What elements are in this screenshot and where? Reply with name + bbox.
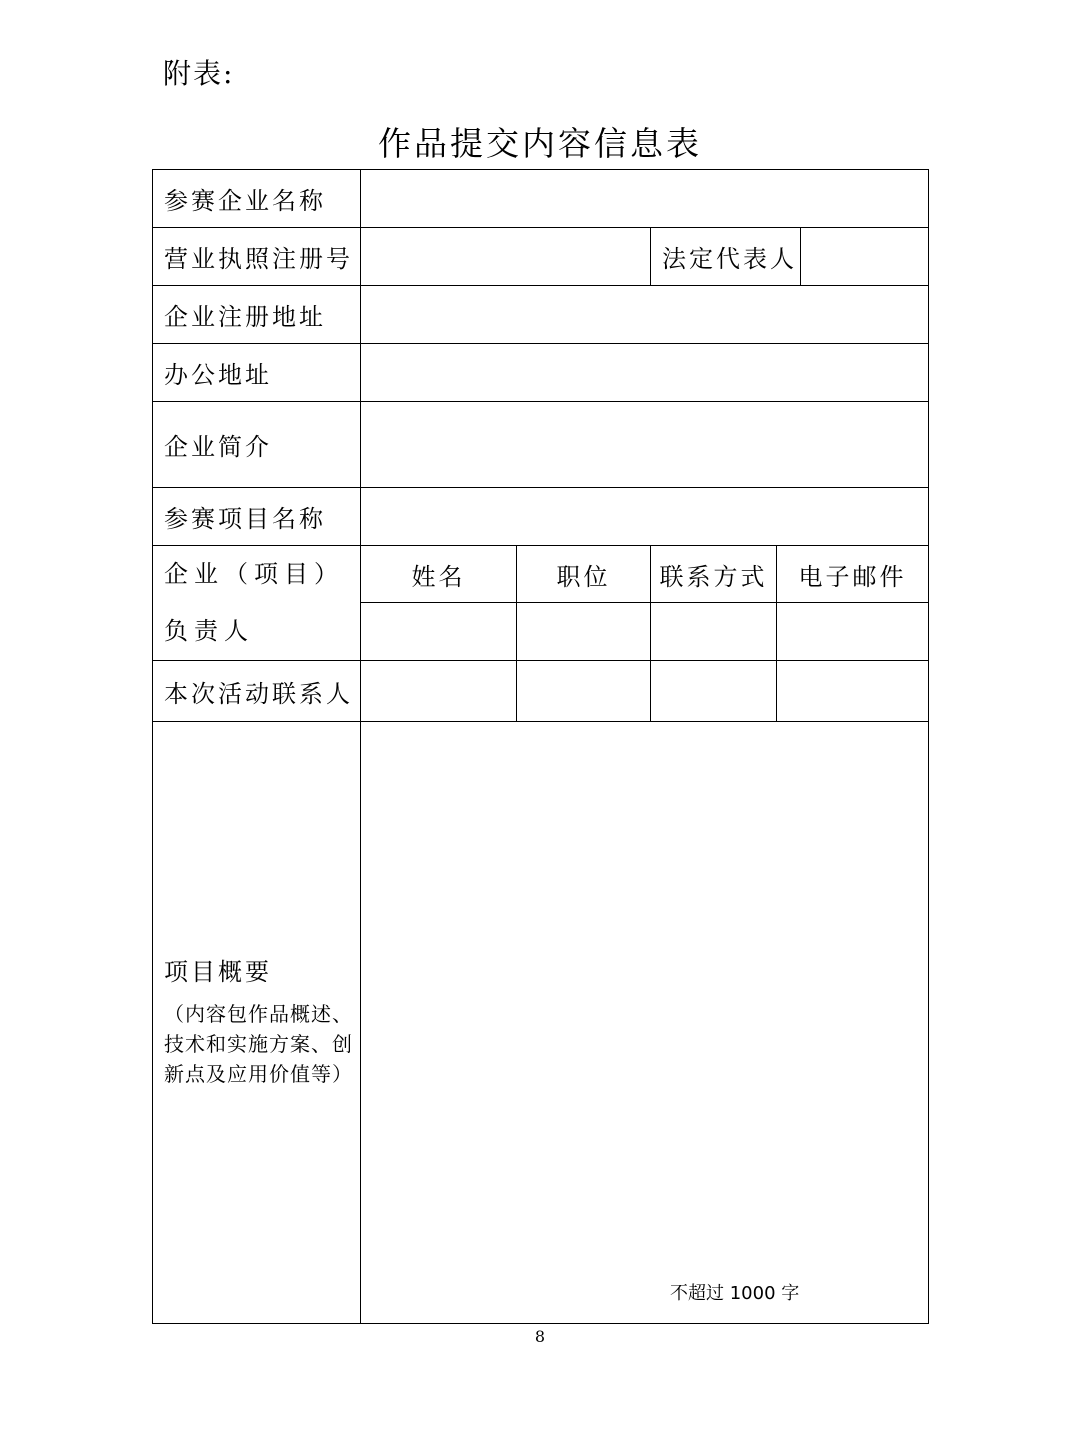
- event-contact-phone-field[interactable]: [651, 661, 777, 722]
- event-contact-name-field[interactable]: [361, 661, 517, 722]
- reg-address-field[interactable]: [361, 286, 929, 344]
- license-no-field[interactable]: [361, 228, 651, 286]
- summary-note: （内容包作品概述、技术和实施方案、创新点及应用价值等）: [164, 1001, 353, 1086]
- row-license: [153, 228, 929, 286]
- legal-rep-label: 法定代表人: [651, 228, 801, 286]
- appendix-label: 附表:: [163, 57, 235, 90]
- company-name-field[interactable]: [361, 170, 929, 228]
- company-name-label: 参赛企业名称: [153, 170, 361, 228]
- word-limit-note: 不超过 1000 字: [670, 1283, 800, 1304]
- column-header-name: 姓名: [361, 546, 517, 603]
- responsible-name-field[interactable]: [361, 603, 517, 661]
- info-form-table: [152, 169, 929, 1324]
- company-intro-field[interactable]: [361, 402, 929, 488]
- column-header-position: 职位: [517, 546, 651, 603]
- license-no-label: 营业执照注册号: [153, 228, 361, 286]
- summary-field[interactable]: [361, 722, 929, 1324]
- row-responsible-header: [153, 546, 929, 603]
- row-reg-address: [153, 286, 929, 344]
- office-address-label: 办公地址: [153, 344, 361, 402]
- page-number: 8: [534, 1327, 546, 1346]
- responsible-label: 企业（项目）负责人: [153, 546, 361, 661]
- row-event-contact: [153, 661, 929, 722]
- responsible-contact-field[interactable]: [651, 603, 777, 661]
- event-contact-label: 本次活动联系人: [153, 661, 361, 722]
- column-header-email: 电子邮件: [777, 546, 929, 603]
- row-project-summary: [153, 722, 929, 1324]
- company-intro-label: 企业简介: [153, 402, 361, 488]
- reg-address-label: 企业注册地址: [153, 286, 361, 344]
- summary-label: 项目概要: [164, 957, 272, 986]
- form-title: 作品提交内容信息表: [378, 124, 702, 163]
- summary-label-cell: [153, 722, 361, 1324]
- row-office-address: [153, 344, 929, 402]
- project-name-label: 参赛项目名称: [153, 488, 361, 546]
- project-name-field[interactable]: [361, 488, 929, 546]
- event-contact-position-field[interactable]: [517, 661, 651, 722]
- office-address-field[interactable]: [361, 344, 929, 402]
- legal-rep-field[interactable]: [801, 228, 929, 286]
- row-company-name: [153, 170, 929, 228]
- event-contact-email-field[interactable]: [777, 661, 929, 722]
- column-header-contact: 联系方式: [651, 546, 777, 603]
- row-company-intro: [153, 402, 929, 488]
- responsible-email-field[interactable]: [777, 603, 929, 661]
- responsible-position-field[interactable]: [517, 603, 651, 661]
- row-project-name: [153, 488, 929, 546]
